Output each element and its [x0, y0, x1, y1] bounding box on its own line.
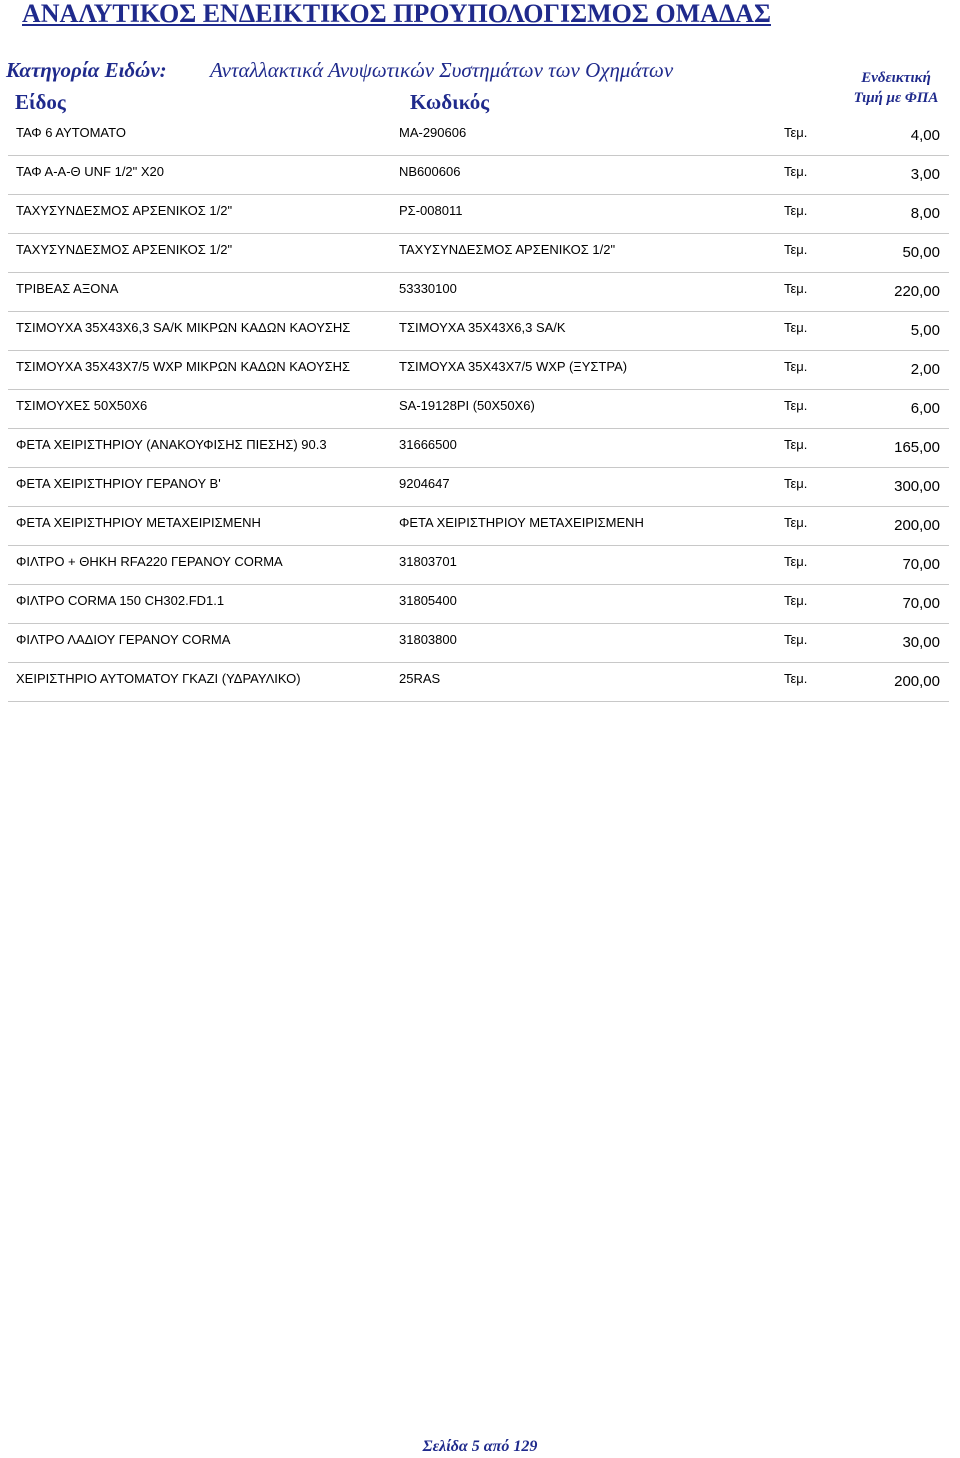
row-code: 31803701	[399, 554, 457, 569]
table-row	[8, 234, 949, 273]
row-code: ΦΕΤΑ ΧΕΙΡΙΣΤΗΡΙΟΥ ΜΕΤΑΧΕΙΡΙΣΜΕΝΗ	[399, 515, 644, 530]
row-price: 70,00	[902, 556, 940, 573]
column-header-price-line2: Τιμή με ΦΠΑ	[853, 90, 939, 106]
column-header-item: Είδος	[15, 90, 66, 114]
row-unit: Τεμ.	[784, 164, 808, 179]
row-unit: Τεμ.	[784, 125, 808, 140]
row-item: ΤΑΧΥΣΥΝΔΕΣΜΟΣ ΑΡΣΕΝΙΚΟΣ 1/2"	[16, 242, 233, 257]
table-row	[8, 351, 949, 390]
row-unit: Τεμ.	[784, 593, 808, 608]
row-code: ΤΣΙΜΟΥΧΑ 35Χ43Χ6,3 SA/K	[399, 320, 566, 335]
table-row	[8, 156, 949, 195]
row-item: ΦΕΤΑ ΧΕΙΡΙΣΤΗΡΙΟΥ ΓΕΡΑΝΟΥ Β'	[16, 476, 221, 491]
row-price: 8,00	[910, 205, 940, 222]
row-unit: Τεμ.	[784, 554, 808, 569]
row-price: 70,00	[902, 595, 940, 612]
row-code: ΡΣ-008011	[399, 203, 463, 218]
table-row	[8, 390, 949, 429]
row-item: ΦΙΛΤΡΟ ΛΑΔΙΟΥ ΓΕΡΑΝΟΥ CORMA	[16, 632, 231, 647]
table-row	[8, 585, 949, 624]
items-table	[8, 117, 949, 702]
row-price: 2,00	[910, 361, 940, 378]
category-value: Ανταλλακτικά Ανυψωτικών Συστημάτων των Οχημάτων	[210, 58, 674, 82]
row-code: ΤΑΧΥΣΥΝΔΕΣΜΟΣ ΑΡΣΕΝΙΚΟΣ 1/2"	[399, 242, 616, 257]
row-code: 9204647	[399, 476, 450, 491]
row-item: ΦΕΤΑ ΧΕΙΡΙΣΤΗΡΙΟΥ ΜΕΤΑΧΕΙΡΙΣΜΕΝΗ	[16, 515, 261, 530]
row-unit: Τεμ.	[784, 632, 808, 647]
row-item: ΦΕΤΑ ΧΕΙΡΙΣΤΗΡΙΟΥ (ΑΝΑΚΟΥΦΙΣΗΣ ΠΙΕΣΗΣ) 90.3	[16, 437, 327, 452]
row-item: ΧΕΙΡΙΣΤΗΡΙΟ ΑΥΤΟΜΑΤΟΥ ΓΚΑΖΙ (ΥΔΡΑΥΛΙΚΟ)	[16, 671, 301, 686]
row-unit: Τεμ.	[784, 398, 808, 413]
row-item: ΤΡΙΒΕΑΣ ΑΞΟΝΑ	[16, 281, 119, 296]
row-price: 30,00	[902, 634, 940, 651]
page-number: Σελίδα 5 από 129	[422, 1438, 538, 1455]
table-row	[8, 546, 949, 585]
row-item: ΤΣΙΜΟΥΧΕΣ 50Χ50Χ6	[16, 398, 148, 413]
row-item: ΦΙΛΤΡΟ CORMA 150 CH302.FD1.1	[16, 593, 225, 608]
table-row	[8, 312, 949, 351]
column-header-code: Κωδικός	[410, 90, 490, 114]
row-item: ΤΣΙΜΟΥΧΑ 35Χ43Χ7/5 WXP ΜΙΚΡΩΝ ΚΑΔΩΝ ΚΑΟΥΣΗΣ	[16, 359, 351, 374]
table-row	[8, 273, 949, 312]
row-code: ΜΑ-290606	[399, 125, 467, 140]
table-row	[8, 468, 949, 507]
row-price: 5,00	[910, 322, 940, 339]
row-unit: Τεμ.	[784, 437, 808, 452]
row-unit: Τεμ.	[784, 281, 808, 296]
row-code: ΤΣΙΜΟΥΧΑ 35Χ43Χ7/5 WXP (ΞΥΣΤΡΑ)	[399, 359, 628, 374]
row-unit: Τεμ.	[784, 671, 808, 686]
row-unit: Τεμ.	[784, 359, 808, 374]
row-price: 200,00	[894, 517, 940, 534]
row-price: 300,00	[894, 478, 940, 495]
column-header-price	[836, 68, 956, 108]
row-code: 25RAS	[399, 671, 441, 686]
page-title: ΑΝΑΛΥΤΙΚΟΣ ΕΝΔΕΙΚΤΙΚΟΣ ΠΡΟΥΠΟΛΟΓΙΣΜΟΣ ΟΜΑΔΑΣ	[22, 0, 771, 28]
table-row	[8, 624, 949, 663]
category-label: Κατηγορία Ειδών:	[6, 58, 167, 82]
row-code: 53330100	[399, 281, 457, 296]
row-item: ΦΙΛΤΡΟ + ΘΗΚΗ RFA220 ΓΕΡΑΝΟΥ CORMA	[16, 554, 283, 569]
row-unit: Τεμ.	[784, 515, 808, 530]
row-code: 31803800	[399, 632, 457, 647]
row-price: 6,00	[910, 400, 940, 417]
row-item: ΤΑΧΥΣΥΝΔΕΣΜΟΣ ΑΡΣΕΝΙΚΟΣ 1/2"	[16, 203, 233, 218]
row-item: ΤΣΙΜΟΥΧΑ 35Χ43Χ6,3 SA/K ΜΙΚΡΩΝ ΚΑΔΩΝ ΚΑΟΥΣΗΣ	[16, 320, 351, 335]
row-code: 31666500	[399, 437, 457, 452]
row-price: 3,00	[910, 166, 940, 183]
row-unit: Τεμ.	[784, 476, 808, 491]
row-unit: Τεμ.	[784, 242, 808, 257]
row-item: ΤΑΦ Α-Α-Θ UNF 1/2" X20	[16, 164, 165, 179]
row-price: 200,00	[894, 673, 940, 690]
row-unit: Τεμ.	[784, 203, 808, 218]
table-row	[8, 429, 949, 468]
table-row	[8, 117, 949, 156]
row-code: ΝΒ600606	[399, 164, 461, 179]
row-price: 50,00	[902, 244, 940, 261]
row-item: ΤΑΦ 6 ΑΥΤΟΜΑΤΟ	[16, 125, 126, 140]
table-row	[8, 195, 949, 234]
row-unit: Τεμ.	[784, 320, 808, 335]
column-header-price-line1: Ενδεικτική	[861, 70, 931, 86]
table-row	[8, 507, 949, 546]
row-price: 165,00	[894, 439, 940, 456]
table-row	[8, 663, 949, 702]
row-price: 220,00	[894, 283, 940, 300]
row-code: SA-19128PI (50X50X6)	[399, 398, 535, 413]
row-price: 4,00	[910, 127, 940, 144]
row-code: 31805400	[399, 593, 457, 608]
